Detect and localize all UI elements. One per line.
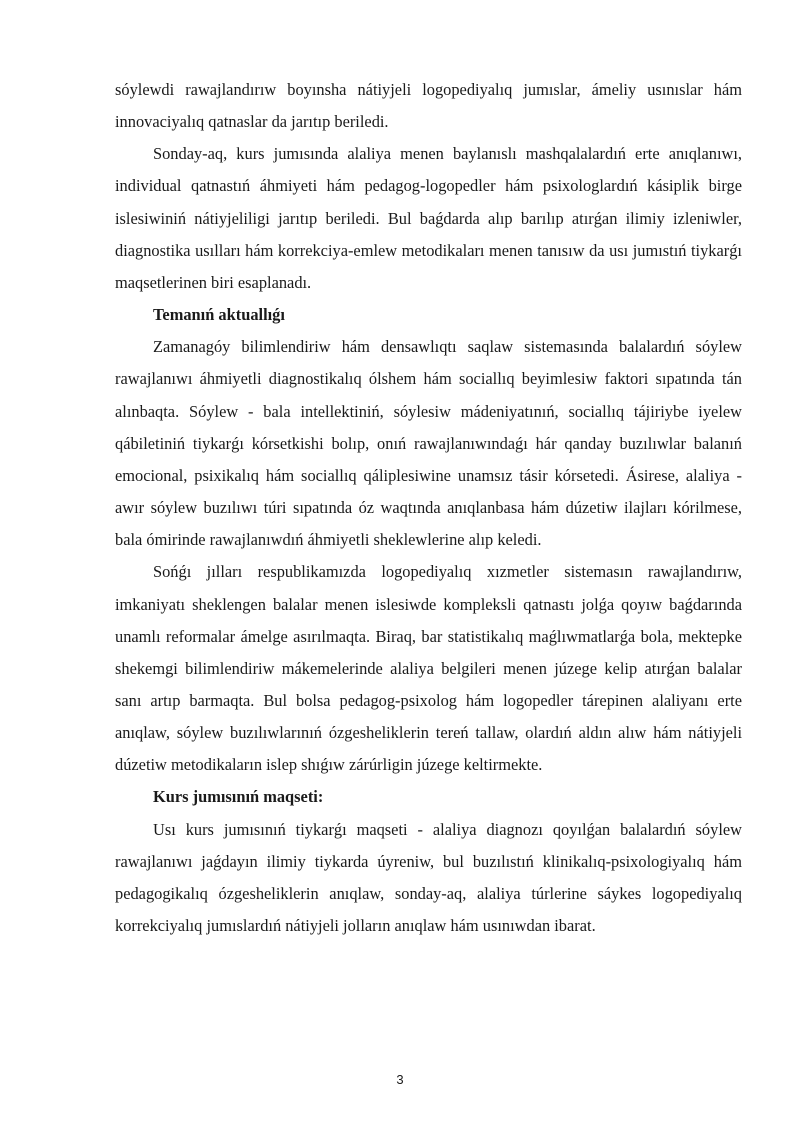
paragraph-course-goal: Usı kurs jumısınıń tiykarǵı maqseti - alaliya diagnozı qoyılǵan balalardıń sóylew rawajlanıwı jaǵdayın ilimiy tiykarda úyreniw, bul buzılıstıń klinikalıq-psixologiyalıq hám pedagogikalıq ózgesheliklerin anıqlaw, sonday-aq, alaliya túrlerine sáykes logopediyalıq korrekciyalıq jumıslardıń nátiyjeli jolların anıqlaw hám usınıwdan ibarat. [115, 819, 742, 936]
paragraph-intro-summary: Sonday-aq, kurs jumısında alaliya menen baylanıslı mashqalalardıń erte anıqlanıwı, individual qatnastıń áhmiyeti hám pedagog-logopedler hám psixologlardıń kásiplik birge islesiwiniń nátiyjeliligi jarıtıp beriledi. Bul baǵdarda alıp barılıp atırǵan ilimiy izleniwler, diagnostika usılları hám korrekciya-emlew metodikaları menen tanısıw da usı jumıstıń tiykarǵı maqsetlerinen biri esaplanadı. [115, 144, 742, 292]
paragraph-continuation: sóylewdi rawajlandırıw boyınsha nátiyjeli logopediyalıq jumıslar, ámeliy usınıslar hám innovaciyalıq qatnaslar da jarıtıp beriledi. [115, 80, 742, 132]
paragraph-actuality-2: Sońǵı jılları respublikamızda logopediyalıq xızmetler sistemasın rawajlandırıw, imkaniyatı sheklengen balalar menen islesiwde kompleksli qatnastı jolǵa qoyıw baǵdarında unamlı reformalar ámelge asırılmaqta. Biraq, bar statistikalıq maǵlıwmatlarǵa bola, mektepke shekemgi bilimlendiriw mákemelerinde alaliya belgileri menen júzege kelip atırǵan balalar sanı artıp barmaqta. Bul bolsa pedagog-psixolog hám logopedler tárepinen alaliyanı erte anıqlaw, sóylew buzılıwlarınıń ózgesheliklerin tereń tallaw, olardıń aldın alıw hám nátiyjeli dúzetiw metodikaların islep shıǵıw zárúrligin júzege keltirmekte. [115, 562, 742, 775]
paragraph-actuality-1: Zamanagóy bilimlendiriw hám densawlıqtı saqlaw sistemasında balalardıń sóylew rawajlanıwı áhmiyetli diagnostikalıq ólshem hám sociallıq beyimlesiw faktori sıpatında tán alınbaqta. Sóylew - bala intellektiniń, sóylesiw mádeniyatınıń, sociallıq tájiriybe iyelew qábiletiniń tiykarǵı kórsetkishi bolıp, onıń rawajlanıwındaǵı hár qanday buzılıwlar balanıń emocional, psixikalıq hám sociallıq qáliplesiwine unamsız tásir kórsetedi. Ásirese, alaliya - awır sóylew buzılıwı túri sıpatında óz waqtında anıqlanbasa hám dúzetiw ilajları kórilmese, bala ómirinde rawajlanıwdıń áhmiyetli sheklewlerine alıp keledi. [115, 337, 742, 550]
page-number: 3 [396, 1072, 404, 1087]
heading-topic-actuality: Temanıń aktuallıǵı [153, 305, 285, 325]
heading-course-goal: Kurs jumısınıń maqseti: [153, 787, 324, 807]
document-body [115, 74, 742, 942]
